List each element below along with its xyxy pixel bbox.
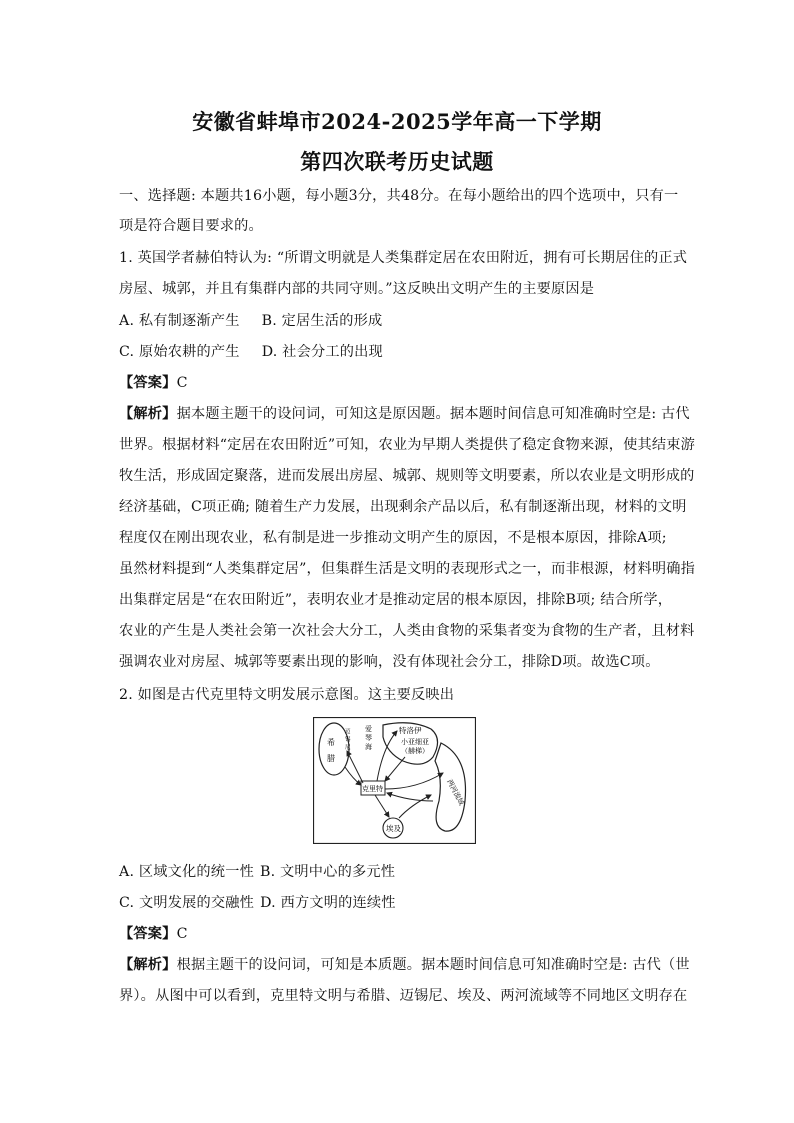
- q2-options-row2: [119, 893, 679, 913]
- label-aegean-3: 海: [365, 743, 372, 751]
- q1-option-a: A. 私有制逐渐产生: [119, 313, 240, 329]
- q1-analysis-text: 据本题主题干的设问词，可知这是原因题。据本题时间信息可知准确时空是: 古代: [176, 406, 690, 422]
- q1-stem-line1: 1. 英国学者赫伯特认为: “所谓文明就是人类集群定居在农田附近，拥有可长期居住的正式: [119, 250, 688, 266]
- q1-option-d: D. 社会分工的出现: [261, 344, 383, 360]
- document-title-line2: 第四次联考历史试题: [300, 149, 494, 174]
- q2-analysis-label: 【解析】: [119, 957, 177, 973]
- q1-analysis-line: 出集群定居是“在农田附近”，表明农业才是推动定居的根本原因，排除B项; 结合所学，: [119, 592, 673, 608]
- q2-option-b: B. 文明中心的多元性: [259, 864, 396, 880]
- q1-option-c: C. 原始农耕的产生: [119, 344, 240, 360]
- q1-analysis-line: 世界。根据材料“定居在农田附近”可知，农业为早期人类提供了稳定食物来源，使其结束游: [119, 437, 696, 453]
- q1-option-b: B. 定居生活的形成: [261, 313, 383, 329]
- q2-stem: 2. 如图是古代克里特文明发展示意图。这主要反映出: [119, 687, 455, 703]
- q2-option-d: D. 西方文明的连续性: [260, 895, 396, 911]
- label-mesopotamia: 两河流域: [445, 778, 466, 807]
- q1-analysis-line: 农业的产生是人类社会第一次社会大分工，人类由食物的采集者变为食物的生产者，且材料: [119, 623, 695, 639]
- section-intro-line1: 一、选择题: 本题共16小题，每小题3分，共48分。在每小题给出的四个选项中，只有一: [119, 188, 679, 204]
- q2-options-row1: [119, 862, 679, 882]
- label-troy: 特洛伊: [399, 726, 422, 735]
- q1-analysis-line: 强调农业对房屋、城郭等要素出现的影响，没有体现社会分工，排除D项。故选C项。: [119, 654, 660, 670]
- q1-stem-line2: 房屋、城郭，并且有集群内部的共同守则。”这反映出文明产生的主要原因是: [119, 281, 595, 297]
- q2-analysis-line: 界）。从图中可以看到，克里特文明与希腊、迈锡尼、埃及、两河流域等不同地区文明存在: [119, 988, 688, 1004]
- q2-analysis-text: 根据主题干的设问词，可知是本质题。据本题时间信息可知准确时空是: 古代（世: [176, 957, 690, 973]
- q1-analysis-label: 【解析】: [119, 406, 177, 422]
- label-mycenae-3: 尼: [345, 745, 351, 751]
- document-title-line1: 安徽省蚌埠市2024-2025学年高一下学期: [192, 109, 602, 134]
- q1-analysis-line: 程度仅在刚出现农业，私有制是进一步推动文明产生的原因，不是根本原因，排除A项;: [119, 530, 667, 546]
- q1-analysis-line: 虽然材料提到“人类集群定居”，但集群生活是文明的表现形式之一，而非根源，材料明确指: [119, 561, 696, 577]
- q2-answer-label: 【答案】: [119, 926, 177, 942]
- q1-analysis-line: 经济基础，C项正确; 随着生产力发展，出现剩余产品以后，私有制逐渐出现，材料的文明: [119, 499, 687, 515]
- section-intro-line2: 项是符合题目要求的。: [119, 218, 263, 234]
- label-aegean-1: 爱: [365, 725, 372, 733]
- label-mycenae-1: 迈: [345, 729, 351, 735]
- q1-options-row2: [119, 342, 679, 362]
- q1-analysis-line: 牧生活，形成固定聚落，进而发展出房屋、城郭、规则等文明要素，所以农业是文明形成的: [119, 468, 695, 484]
- label-greece-1: 希: [327, 738, 335, 747]
- label-egypt: 埃及: [386, 824, 401, 833]
- label-crete: 克里特: [362, 785, 383, 793]
- crete-civilization-diagram: [313, 717, 476, 844]
- label-aegean-2: 琴: [365, 734, 372, 742]
- q2-option-a: A. 区域文化的统一性: [119, 864, 254, 880]
- label-mycenae-2: 锡: [345, 737, 351, 743]
- q2-option-c: C. 文明发展的交融性: [119, 895, 255, 911]
- q1-answer-value: C: [176, 375, 188, 391]
- q1-answer: [119, 373, 679, 393]
- q2-answer-value: C: [176, 926, 188, 942]
- label-asia-minor: 小亚细亚: [401, 738, 429, 746]
- q2-answer: [119, 924, 679, 944]
- q1-analysis-line: [119, 404, 690, 424]
- label-hittite: （赫梯）: [401, 747, 429, 755]
- q2-analysis-line: [119, 955, 690, 975]
- q1-answer-label: 【答案】: [119, 375, 177, 391]
- label-greece-2: 腊: [327, 754, 335, 763]
- q1-options-row1: [119, 311, 679, 331]
